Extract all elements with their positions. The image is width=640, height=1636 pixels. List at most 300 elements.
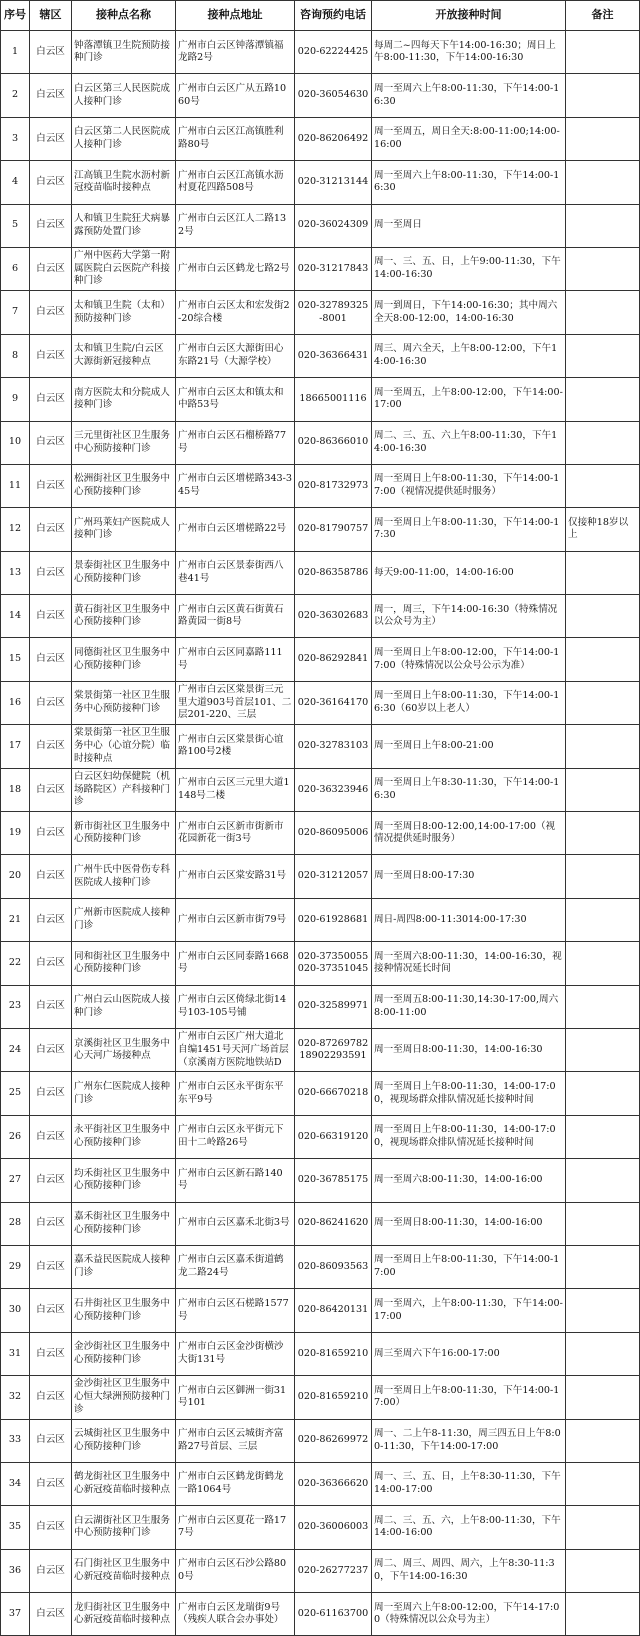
cell-district: 白云区 — [30, 291, 72, 334]
cell-site-name: 广州东仁医院成人接种门诊 — [72, 1072, 176, 1115]
cell-number: 5 — [1, 204, 30, 247]
cell-site-name: 江高镇卫生院水沥村新冠疫苗临时接种点 — [72, 161, 176, 204]
cell-district: 白云区 — [30, 1376, 72, 1419]
cell-district: 白云区 — [30, 1202, 72, 1245]
cell-notes — [566, 551, 640, 594]
cell-notes — [566, 595, 640, 638]
cell-site-address: 广州市白云区增槎路22号 — [176, 508, 295, 551]
cell-phone: 020-86292841 — [295, 638, 372, 681]
cell-notes — [566, 464, 640, 507]
table-row — [1, 464, 640, 507]
cell-site-name: 新市街社区卫生服务中心预防接种门诊 — [72, 812, 176, 855]
cell-number: 9 — [1, 378, 30, 421]
cell-phone: 020-31217843 — [295, 247, 372, 290]
cell-site-address: 广州市白云区鹤龙七路2号 — [176, 247, 295, 290]
cell-open-hours: 周二、周三、周四、周六，上午8:30-11:30，下午14:00-16:30 — [372, 1549, 566, 1592]
cell-phone: 020-66670218 — [295, 1072, 372, 1115]
cell-site-address: 广州市白云区石沙公路800号 — [176, 1549, 295, 1592]
cell-number: 4 — [1, 161, 30, 204]
cell-phone: 020-86093563 — [295, 1245, 372, 1288]
cell-phone: 18665001116 — [295, 378, 372, 421]
cell-district: 白云区 — [30, 681, 72, 724]
header-site-name: 接种点名称 — [72, 1, 176, 31]
cell-site-address: 广州市白云区广从五路1060号 — [176, 74, 295, 117]
table-row — [1, 1376, 640, 1419]
cell-phone: 020-86358786 — [295, 551, 372, 594]
cell-open-hours: 周三、周六全天，上午8:00-12:00，下午14:00-16:30 — [372, 334, 566, 377]
table-row — [1, 1202, 640, 1245]
cell-notes — [566, 291, 640, 334]
cell-notes — [566, 985, 640, 1028]
cell-phone: 020-86366010 — [295, 421, 372, 464]
cell-phone: 020-31212057 — [295, 855, 372, 898]
cell-number: 34 — [1, 1462, 30, 1505]
cell-district: 白云区 — [30, 551, 72, 594]
cell-site-name: 黄石街社区卫生服务中心预防接种门诊 — [72, 595, 176, 638]
cell-open-hours: 周一至周六上午8:00-12:00，下午14-17:00（特殊情况以公众号为主） — [372, 1593, 566, 1636]
cell-district: 白云区 — [30, 117, 72, 160]
cell-site-address: 广州市白云区太和镇太和中路53号 — [176, 378, 295, 421]
cell-notes — [566, 117, 640, 160]
cell-site-address: 广州市白云区江高镇胜利路80号 — [176, 117, 295, 160]
cell-site-address: 广州市白云区江高镇水沥村夏花四路508号 — [176, 161, 295, 204]
cell-site-name: 嘉禾街社区卫生服务中心预防接种门诊 — [72, 1202, 176, 1245]
cell-notes — [566, 378, 640, 421]
cell-site-address: 广州市白云区御洲一街31号101 — [176, 1376, 295, 1419]
cell-number: 35 — [1, 1506, 30, 1549]
cell-district: 白云区 — [30, 855, 72, 898]
cell-open-hours: 周一至周六8:00-11:30，14:00-16:00 — [372, 1159, 566, 1202]
cell-site-name: 京溪街社区卫生服务中心天河广场接种点 — [72, 1028, 176, 1071]
table-row — [1, 508, 640, 551]
cell-number: 17 — [1, 725, 30, 768]
cell-number: 36 — [1, 1549, 30, 1592]
cell-phone: 020-36366431 — [295, 334, 372, 377]
cell-open-hours: 周一到周日，下午14:00-16:30；其中周六全天8:00-12:00，14:00-16:30 — [372, 291, 566, 334]
cell-open-hours: 周一至周日上午8:00-21:00 — [372, 725, 566, 768]
cell-number: 30 — [1, 1289, 30, 1332]
table-row — [1, 1332, 640, 1375]
cell-open-hours: 周二、三、五、六，上午8:00-11:30，下午14:00-16:00 — [372, 1506, 566, 1549]
table-body — [1, 31, 640, 1636]
cell-open-hours: 周一、二上午8-11:30，周三四五日上午8:00-11:30，下午14:00-17:00 — [372, 1419, 566, 1462]
cell-site-name: 云城街社区卫生服务中心预防接种门诊 — [72, 1419, 176, 1462]
cell-site-name: 广州新市医院成人接种门诊 — [72, 898, 176, 941]
cell-site-name: 白云区第二人民医院成人接种门诊 — [72, 117, 176, 160]
cell-site-address: 广州市白云区嘉禾北街3号 — [176, 1202, 295, 1245]
cell-notes — [566, 74, 640, 117]
cell-open-hours: 周一至周日上午8:00-11:30，下午14:00-17:00） — [372, 1376, 566, 1419]
table-row — [1, 681, 640, 724]
cell-site-name: 均禾街社区卫生服务中心预防接种门诊 — [72, 1159, 176, 1202]
cell-open-hours: 周三至周六下午16:00-17:00 — [372, 1332, 566, 1375]
cell-number: 12 — [1, 508, 30, 551]
cell-district: 白云区 — [30, 768, 72, 811]
cell-site-name: 金沙街社区卫生服务中心预防接种门诊 — [72, 1332, 176, 1375]
cell-site-address: 广州市白云区大源街田心东路21号（大源学校） — [176, 334, 295, 377]
cell-notes — [566, 161, 640, 204]
header-open-hours: 开放接种时间 — [372, 1, 566, 31]
cell-phone: 020-36785175 — [295, 1159, 372, 1202]
cell-number: 32 — [1, 1376, 30, 1419]
cell-site-name: 广州牛氏中医骨伤专科医院成人接种门诊 — [72, 855, 176, 898]
cell-phone: 020-86241620 — [295, 1202, 372, 1245]
cell-phone: 020-81659210 — [295, 1332, 372, 1375]
table-row — [1, 74, 640, 117]
cell-notes — [566, 1202, 640, 1245]
cell-phone: 020-36302683 — [295, 595, 372, 638]
table-row — [1, 1419, 640, 1462]
cell-site-name: 棠景街第一社区卫生服务中心预防接种门诊 — [72, 681, 176, 724]
cell-site-address: 广州市白云区龙瑞街9号（残疾人联合会办事处） — [176, 1593, 295, 1636]
cell-open-hours: 周一至周六8:00-11:30，14:00-16:30，视接种情况延长时间 — [372, 942, 566, 985]
cell-notes — [566, 31, 640, 74]
cell-district: 白云区 — [30, 1245, 72, 1288]
cell-notes — [566, 638, 640, 681]
table-row — [1, 768, 640, 811]
table-row — [1, 1028, 640, 1071]
cell-site-name: 景泰街社区卫生服务中心预防接种门诊 — [72, 551, 176, 594]
cell-open-hours: 周一至周日上午8:00-11:30，下午14:00-17:00（视情况提供延时服务） — [372, 464, 566, 507]
table-row — [1, 161, 640, 204]
cell-district: 白云区 — [30, 1332, 72, 1375]
cell-district: 白云区 — [30, 1072, 72, 1115]
cell-open-hours: 周一至周六，上午8:00-11:30，下午14:00-17:00 — [372, 1289, 566, 1332]
cell-site-name: 太和镇卫生院（太和）预防接种门诊 — [72, 291, 176, 334]
cell-notes — [566, 942, 640, 985]
cell-number: 20 — [1, 855, 30, 898]
cell-phone: 020-86269972 — [295, 1419, 372, 1462]
cell-site-address: 广州市白云区夏花一路177号 — [176, 1506, 295, 1549]
cell-phone: 020-32783103 — [295, 725, 372, 768]
cell-number: 3 — [1, 117, 30, 160]
cell-site-name: 三元里街社区卫生服务中心预防接种门诊 — [72, 421, 176, 464]
cell-district: 白云区 — [30, 985, 72, 1028]
cell-phone: 020-36024309 — [295, 204, 372, 247]
cell-phone: 020-36366620 — [295, 1462, 372, 1505]
cell-phone: 020-61163700 — [295, 1593, 372, 1636]
cell-number: 16 — [1, 681, 30, 724]
cell-site-address: 广州市白云区永平街元下田十二岭路26号 — [176, 1115, 295, 1158]
cell-district: 白云区 — [30, 378, 72, 421]
cell-notes — [566, 1332, 640, 1375]
table-row — [1, 378, 640, 421]
table-row — [1, 1289, 640, 1332]
cell-site-address: 广州市白云区江人二路132号 — [176, 204, 295, 247]
cell-number: 21 — [1, 898, 30, 941]
cell-district: 白云区 — [30, 638, 72, 681]
cell-notes — [566, 1462, 640, 1505]
cell-open-hours: 周一至周五，周日全天:8:00-11:00;14:00-16:00 — [372, 117, 566, 160]
cell-open-hours: 每周二~四每天下午14:00-16:30；周日上午8:00-11:30，下午14:00-16:30 — [372, 31, 566, 74]
cell-site-address: 广州市白云区永平街东平东平9号 — [176, 1072, 295, 1115]
cell-district: 白云区 — [30, 508, 72, 551]
cell-notes — [566, 681, 640, 724]
cell-notes — [566, 1028, 640, 1071]
cell-number: 22 — [1, 942, 30, 985]
cell-phone: 020-37350055 020-37351045 — [295, 942, 372, 985]
cell-district: 白云区 — [30, 1028, 72, 1071]
cell-phone: 020-81790757 — [295, 508, 372, 551]
cell-district: 白云区 — [30, 31, 72, 74]
table-row — [1, 1462, 640, 1505]
table-row — [1, 1245, 640, 1288]
cell-site-address: 广州市白云区新市街新市花园新花一街3号 — [176, 812, 295, 855]
cell-number: 25 — [1, 1072, 30, 1115]
cell-open-hours: 周日-周四8:00-11:3014:00-17:30 — [372, 898, 566, 941]
cell-notes — [566, 1072, 640, 1115]
cell-notes — [566, 725, 640, 768]
cell-phone: 020-61928681 — [295, 898, 372, 941]
table-row — [1, 291, 640, 334]
cell-district: 白云区 — [30, 725, 72, 768]
cell-phone: 020-32789325-8001 — [295, 291, 372, 334]
cell-site-address: 广州市白云区嘉禾街道鹤龙二路24号 — [176, 1245, 295, 1288]
cell-district: 白云区 — [30, 1289, 72, 1332]
cell-notes: 仅接种18岁以上 — [566, 508, 640, 551]
cell-number: 37 — [1, 1593, 30, 1636]
cell-phone: 020-86420131 — [295, 1289, 372, 1332]
cell-district: 白云区 — [30, 464, 72, 507]
cell-site-name: 龙归街社区卫生服务中心新冠疫苗临时接种点 — [72, 1593, 176, 1636]
table-row — [1, 551, 640, 594]
table-row — [1, 898, 640, 941]
cell-district: 白云区 — [30, 812, 72, 855]
table-row — [1, 1115, 640, 1158]
cell-site-name: 永平街社区卫生服务中心预防接种门诊 — [72, 1115, 176, 1158]
cell-number: 28 — [1, 1202, 30, 1245]
header-district: 辖区 — [30, 1, 72, 31]
cell-district: 白云区 — [30, 334, 72, 377]
cell-phone: 020-81659210 — [295, 1376, 372, 1419]
cell-notes — [566, 1159, 640, 1202]
cell-site-name: 太和镇卫生院/白云区大源街新冠接种点 — [72, 334, 176, 377]
cell-site-name: 广州中医药大学第一附属医院白云医院产科接种门诊 — [72, 247, 176, 290]
cell-number: 33 — [1, 1419, 30, 1462]
table-row — [1, 334, 640, 377]
cell-open-hours: 周一、三、五、日，上午9:00-11:30，下午14:00-16:30 — [372, 247, 566, 290]
cell-district: 白云区 — [30, 1549, 72, 1592]
cell-open-hours: 周一至周日8:00-11:30，14:00-16:00 — [372, 1202, 566, 1245]
cell-notes — [566, 204, 640, 247]
cell-number: 29 — [1, 1245, 30, 1288]
table-row — [1, 1593, 640, 1636]
cell-notes — [566, 1593, 640, 1636]
cell-notes — [566, 421, 640, 464]
cell-district: 白云区 — [30, 74, 72, 117]
cell-open-hours: 周一至周日上午8:00-11:30，14:00-17:00，视现场群众排队情况延长接种时间 — [372, 1115, 566, 1158]
cell-open-hours: 每天9:00-11:00，14:00-16:00 — [372, 551, 566, 594]
cell-site-name: 石井街社区卫生服务中心预防接种门诊 — [72, 1289, 176, 1332]
cell-notes — [566, 1245, 640, 1288]
cell-notes — [566, 1419, 640, 1462]
cell-district: 白云区 — [30, 1462, 72, 1505]
cell-number: 13 — [1, 551, 30, 594]
table-row — [1, 595, 640, 638]
cell-number: 24 — [1, 1028, 30, 1071]
cell-open-hours: 周一至周日上午8:00-11:30，下午14:00-16:30（60岁以上老人） — [372, 681, 566, 724]
cell-number: 15 — [1, 638, 30, 681]
cell-phone: 020-31213144 — [295, 161, 372, 204]
table-row — [1, 204, 640, 247]
table-row — [1, 985, 640, 1028]
cell-site-address: 广州市白云区新石路140号 — [176, 1159, 295, 1202]
cell-site-address: 广州市白云区石槎路1577号 — [176, 1289, 295, 1332]
cell-site-address: 广州市白云区黄石街黄石路黄园一街8号 — [176, 595, 295, 638]
cell-district: 白云区 — [30, 161, 72, 204]
table-row — [1, 1072, 640, 1115]
cell-notes — [566, 1549, 640, 1592]
cell-site-address: 广州市白云区棠景街心谊路100号2楼 — [176, 725, 295, 768]
cell-open-hours: 周一至周日上午8:30-11:30，下午14:00-16:30 — [372, 768, 566, 811]
cell-site-address: 广州市白云区钟落潭镇福龙路2号 — [176, 31, 295, 74]
cell-notes — [566, 1289, 640, 1332]
cell-phone: 020-66319120 — [295, 1115, 372, 1158]
header-no: 序号 — [1, 1, 30, 31]
cell-district: 白云区 — [30, 898, 72, 941]
cell-site-name: 鹤龙街社区卫生服务中心新冠疫苗临时接种点 — [72, 1462, 176, 1505]
cell-phone: 020-36054630 — [295, 74, 372, 117]
cell-site-name: 南方医院太和分院成人接种门诊 — [72, 378, 176, 421]
cell-site-address: 广州市白云区云城街齐富路27号首层、三层 — [176, 1419, 295, 1462]
cell-site-address: 广州市白云区同嘉路111号 — [176, 638, 295, 681]
cell-number: 6 — [1, 247, 30, 290]
cell-district: 白云区 — [30, 247, 72, 290]
cell-notes — [566, 1376, 640, 1419]
cell-district: 白云区 — [30, 1115, 72, 1158]
cell-number: 8 — [1, 334, 30, 377]
cell-open-hours: 周一至周日8:00-11:30，14:00-16:30 — [372, 1028, 566, 1071]
cell-notes — [566, 334, 640, 377]
cell-open-hours: 周一至周日8:00-17:30 — [372, 855, 566, 898]
cell-district: 白云区 — [30, 1159, 72, 1202]
table-row — [1, 638, 640, 681]
cell-district: 白云区 — [30, 204, 72, 247]
cell-site-address: 广州市白云区鹤龙街鹤龙一路1064号 — [176, 1462, 295, 1505]
cell-site-address: 广州市白云区金沙街横沙大街131号 — [176, 1332, 295, 1375]
cell-phone: 020-36006003 — [295, 1506, 372, 1549]
cell-site-name: 钟落潭镇卫生院预防接种门诊 — [72, 31, 176, 74]
cell-site-address: 广州市白云区新市街79号 — [176, 898, 295, 941]
table-row — [1, 1159, 640, 1202]
cell-number: 1 — [1, 31, 30, 74]
cell-site-address: 广州市白云区广州大道北自编1451号天河广场首层（京溪南方医院地铁站D — [176, 1028, 295, 1071]
header-site-address: 接种点地址 — [176, 1, 295, 31]
cell-open-hours: 周一至周六上午8:00-11:30，下午14:00-16:30 — [372, 161, 566, 204]
header-notes: 备注 — [566, 1, 640, 31]
cell-site-name: 同德街社区卫生服务中心预防接种门诊 — [72, 638, 176, 681]
cell-district: 白云区 — [30, 1593, 72, 1636]
cell-open-hours: 周一至周五8:00-11:30,14:30-17:00,周六8:00-11:00 — [372, 985, 566, 1028]
cell-site-address: 广州市白云区增槎路343-345号 — [176, 464, 295, 507]
header-phone: 咨询预约电话 — [295, 1, 372, 31]
cell-notes — [566, 898, 640, 941]
cell-notes — [566, 855, 640, 898]
table-row — [1, 31, 640, 74]
table-row — [1, 812, 640, 855]
table-row — [1, 1549, 640, 1592]
cell-open-hours: 周一至周日上午8:00-11:30，下午14:00-17:00 — [372, 1245, 566, 1288]
cell-number: 11 — [1, 464, 30, 507]
cell-phone: 020-86095006 — [295, 812, 372, 855]
cell-site-name: 人和镇卫生院狂犬病暴露预防处置门诊 — [72, 204, 176, 247]
cell-open-hours: 周一至周日 — [372, 204, 566, 247]
cell-number: 7 — [1, 291, 30, 334]
cell-site-name: 广州玛莱妇产医院成人接种门诊 — [72, 508, 176, 551]
cell-district: 白云区 — [30, 942, 72, 985]
cell-number: 26 — [1, 1115, 30, 1158]
cell-open-hours: 周一、三、五、日，上午8:30-11:30，下午14:00-17:00 — [372, 1462, 566, 1505]
cell-open-hours: 周一至周日8:00-12:00,14:00-17:00（视情况提供延时服务） — [372, 812, 566, 855]
cell-phone: 020-87269782 18902293591 — [295, 1028, 372, 1071]
cell-site-name: 白云区妇幼保健院（机场路院区）产科接种门诊 — [72, 768, 176, 811]
cell-phone: 020-86206492 — [295, 117, 372, 160]
table-row — [1, 725, 640, 768]
cell-site-name: 石门街社区卫生服务中心新冠疫苗临时接种点 — [72, 1549, 176, 1592]
cell-number: 31 — [1, 1332, 30, 1375]
cell-site-address: 广州市白云区三元里大道1148号二楼 — [176, 768, 295, 811]
table-row — [1, 855, 640, 898]
cell-number: 14 — [1, 595, 30, 638]
cell-phone: 020-36164170 — [295, 681, 372, 724]
cell-open-hours: 周二、三、五、六上午8:00-11:30，下午14:00-16:30 — [372, 421, 566, 464]
cell-phone: 020-36323946 — [295, 768, 372, 811]
cell-site-name: 同和街社区卫生服务中心预防接种门诊 — [72, 942, 176, 985]
cell-number: 23 — [1, 985, 30, 1028]
cell-number: 2 — [1, 74, 30, 117]
cell-site-name: 广州白云山医院成人接种门诊 — [72, 985, 176, 1028]
table-row — [1, 942, 640, 985]
cell-open-hours: 周一至周日上午8:00-12:00，下午14:00-17:00（特殊情况以公众号公示为准） — [372, 638, 566, 681]
cell-district: 白云区 — [30, 421, 72, 464]
cell-notes — [566, 1506, 640, 1549]
cell-site-address: 广州市白云区倚绿北街14号103-105号铺 — [176, 985, 295, 1028]
cell-site-name: 松洲街社区卫生服务中心预防接种门诊 — [72, 464, 176, 507]
cell-phone: 020-62224425 — [295, 31, 372, 74]
cell-site-address: 广州市白云区棠安路31号 — [176, 855, 295, 898]
cell-phone: 020-81732973 — [295, 464, 372, 507]
cell-number: 10 — [1, 421, 30, 464]
cell-notes — [566, 247, 640, 290]
cell-open-hours: 周一至周六上午8:00-11:30，下午14:00-16:30 — [372, 74, 566, 117]
cell-district: 白云区 — [30, 595, 72, 638]
cell-site-name: 嘉禾益民医院成人接种门诊 — [72, 1245, 176, 1288]
table-row — [1, 421, 640, 464]
table-row — [1, 117, 640, 160]
cell-notes — [566, 812, 640, 855]
cell-open-hours: 周一至周五，上午8:00-12:00，下午14:00-17:00 — [372, 378, 566, 421]
cell-site-name: 棠景街第一社区卫生服务中心（心谊分院）临时接种点 — [72, 725, 176, 768]
cell-site-name: 金沙街社区卫生服务中心恒大绿洲预防接种门诊 — [72, 1376, 176, 1419]
cell-site-name: 白云区第三人民医院成人接种门诊 — [72, 74, 176, 117]
cell-open-hours: 周一，周三，下午14:00-16:30（特殊情况以公众号为主） — [372, 595, 566, 638]
table-header — [1, 1, 640, 31]
table-row — [1, 247, 640, 290]
cell-phone: 020-32589971 — [295, 985, 372, 1028]
cell-district: 白云区 — [30, 1419, 72, 1462]
cell-open-hours: 周一至周日上午8:00-11:30，下午14:00-17:30 — [372, 508, 566, 551]
cell-number: 18 — [1, 768, 30, 811]
table-row — [1, 1506, 640, 1549]
cell-phone: 020-26277237 — [295, 1549, 372, 1592]
cell-notes — [566, 1115, 640, 1158]
cell-site-address: 广州市白云区棠景街三元里大道903号首层101、二层201-220、三层 — [176, 681, 295, 724]
cell-open-hours: 周一至周日上午8:00-11:30，14:00-17:00，视现场群众排队情况延长接种时间 — [372, 1072, 566, 1115]
cell-site-address: 广州市白云区太和宏发街2-20综合楼 — [176, 291, 295, 334]
cell-site-address: 广州市白云区同泰路1668号 — [176, 942, 295, 985]
cell-number: 27 — [1, 1159, 30, 1202]
cell-number: 19 — [1, 812, 30, 855]
